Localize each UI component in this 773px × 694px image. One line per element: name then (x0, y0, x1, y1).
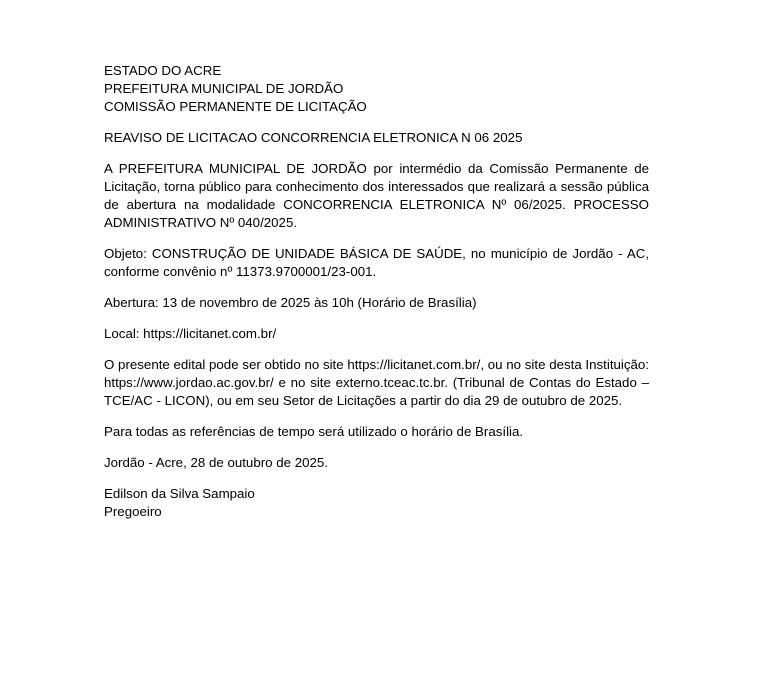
signatory-name: Edilson da Silva Sampaio (104, 486, 255, 501)
intro-paragraph: A PREFEITURA MUNICIPAL DE JORDÃO por intermédio da Comissão Permanente de Licitação, torna público para conhecimento dos interessados que realizará a sessão pública de abertura na modalidade CONCORRENCIA ELETRONICA Nº 06/2025. PROCESSO ADMINISTRATIVO Nº 040/2025. (104, 161, 649, 230)
local-line: Local: https://licitanet.com.br/ (104, 326, 277, 341)
edital-paragraph: O presente edital pode ser obtido no site https://licitanet.com.br/, ou no site desta Instituição: https://www.jordao.ac.gov.br/ e no site externo.tceac.tc.br. (Tribunal de Contas do Estado – TCE/AC - LICON), ou em seu Setor de Licitações a partir do dia 29 de outubro de 2025. (104, 357, 649, 408)
signatory-role: Pregoeiro (104, 504, 162, 519)
signature-block (104, 485, 649, 521)
document-body (104, 62, 649, 521)
referencias-line: Para todas as referências de tempo será utilizado o horário de Brasília. (104, 424, 524, 439)
document-title: REAVISO DE LICITACAO CONCORRENCIA ELETRONICA N 06 2025 (104, 130, 523, 145)
objeto-paragraph: Objeto: CONSTRUÇÃO DE UNIDADE BÁSICA DE SAÚDE, no município de Jordão - AC, conforme convênio nº 11373.9700001/23-001. (104, 246, 649, 279)
header-line-estado: ESTADO DO ACRE (104, 63, 222, 78)
header-line-prefeitura: PREFEITURA MUNICIPAL DE JORDÃO (104, 81, 344, 96)
document-header (104, 62, 649, 116)
place-date-line: Jordão - Acre, 28 de outubro de 2025. (104, 455, 328, 470)
header-line-comissao: COMISSÃO PERMANENTE DE LICITAÇÃO (104, 99, 367, 114)
abertura-line: Abertura: 13 de novembro de 2025 às 10h (Horário de Brasília) (104, 295, 477, 310)
